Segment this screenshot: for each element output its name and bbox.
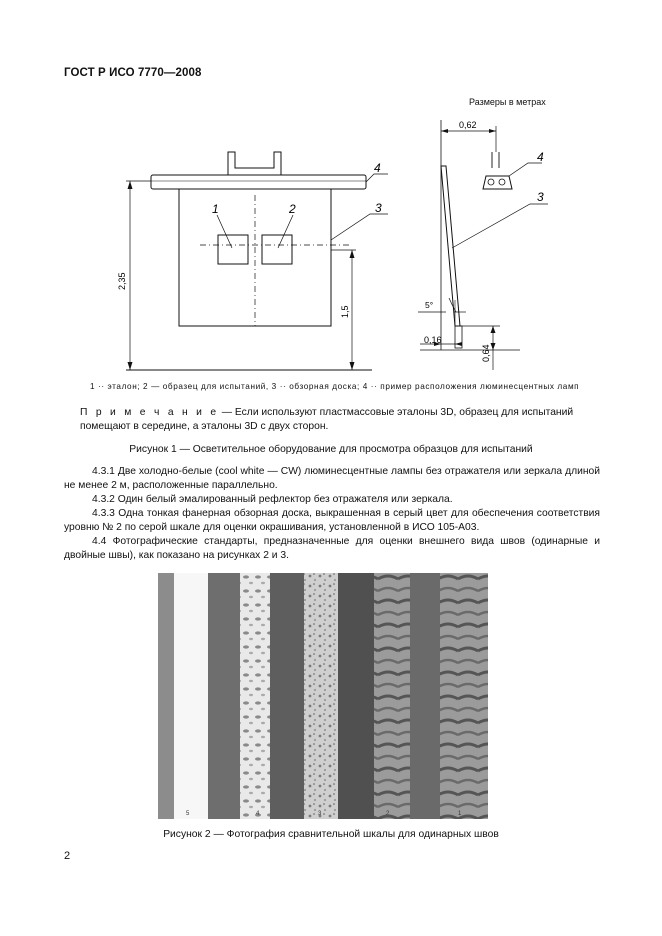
scale-number-1: 1 [458, 811, 462, 817]
note-text: — Если используют пластмассовые эталоны 3D, образец для испытаний помещают в середине, а эталоны 3D с двух сторон. [80, 407, 574, 432]
dim-2-35: 2,35 [117, 272, 127, 290]
note-prefix: П р и м е ч а н и е [80, 407, 219, 418]
label-3-right: 3 [537, 190, 544, 204]
label-3-left: 3 [375, 201, 382, 215]
paragraph-4-4-text: 4.4 Фотографические стандарты, предназначенные для оценки внешнего вида швов (одинарные и двойные швы), как показано на рисунках 2 и 3. [64, 536, 600, 561]
figure-1-caption: Рисунок 1 — Осветительное оборудование для просмотра образцов для испытаний [129, 444, 533, 455]
scale-number-2: 2 [386, 811, 390, 817]
figure-2-caption: Рисунок 2 — Фотография сравнительной шкалы для одинарных швов [163, 829, 499, 840]
figure-1-legend: 1 ·· эталон; 2 — образец для испытаний, 3 ·· обзорная доска; 4 ·· пример расположения люминесцентных ламп [90, 382, 580, 391]
paragraph-4-3-2-text: 4.3.2 Один белый эмалированный рефлектор без отражателя или зеркала. [92, 494, 453, 505]
dim-0-62: 0,62 [459, 120, 477, 130]
page-number: 2 [64, 850, 71, 862]
dimensions-note: Размеры в метрах [469, 97, 546, 107]
scale-number-5: 5 [186, 811, 190, 817]
lamp-side-view [483, 176, 512, 189]
standard-square [218, 235, 248, 264]
label-2: 2 [289, 202, 296, 216]
figure-1-diagram [0, 0, 662, 380]
figure-1-note [80, 406, 600, 434]
page-header-title: ГОСТ Р ИСО 7770—2008 [64, 67, 202, 79]
dim-1-5: 1,5 [340, 305, 350, 318]
label-4-left: 4 [374, 161, 381, 175]
lamp-hooks [228, 152, 281, 175]
paragraph-4-3-2 [64, 493, 600, 507]
dim-0-16: 0,16 [424, 335, 442, 345]
paragraph-4-3-3 [64, 507, 600, 535]
scale-number-3: 3 [318, 811, 322, 817]
test-sample-square [262, 235, 292, 264]
dim-0-64: 0,64 [481, 344, 491, 362]
lamp-fixture-front [151, 175, 366, 189]
label-1: 1 [212, 202, 219, 216]
paragraph-4-3-1 [64, 465, 600, 493]
scale-number-4: 4 [256, 811, 260, 817]
paragraph-4-3-1-text: 4.3.1 Две холодно-белые (cool white — CW) люминесцентные лампы без отражателя или зеркала длиной не менее 2 м, расположенные параллельно. [64, 466, 600, 491]
figure-2-photo [158, 573, 488, 819]
label-4-right: 4 [537, 150, 544, 164]
dim-angle: 5° [425, 300, 434, 310]
paragraph-4-3-3-text: 4.3.3 Одна тонкая фанерная обзорная доска, выкрашенная в серый цвет для обеспечения соответствия уровню № 2 по серой шкале для оценки окрашивания, установленной в ИСО 105-А03. [64, 508, 600, 533]
paragraph-4-4 [64, 535, 600, 563]
